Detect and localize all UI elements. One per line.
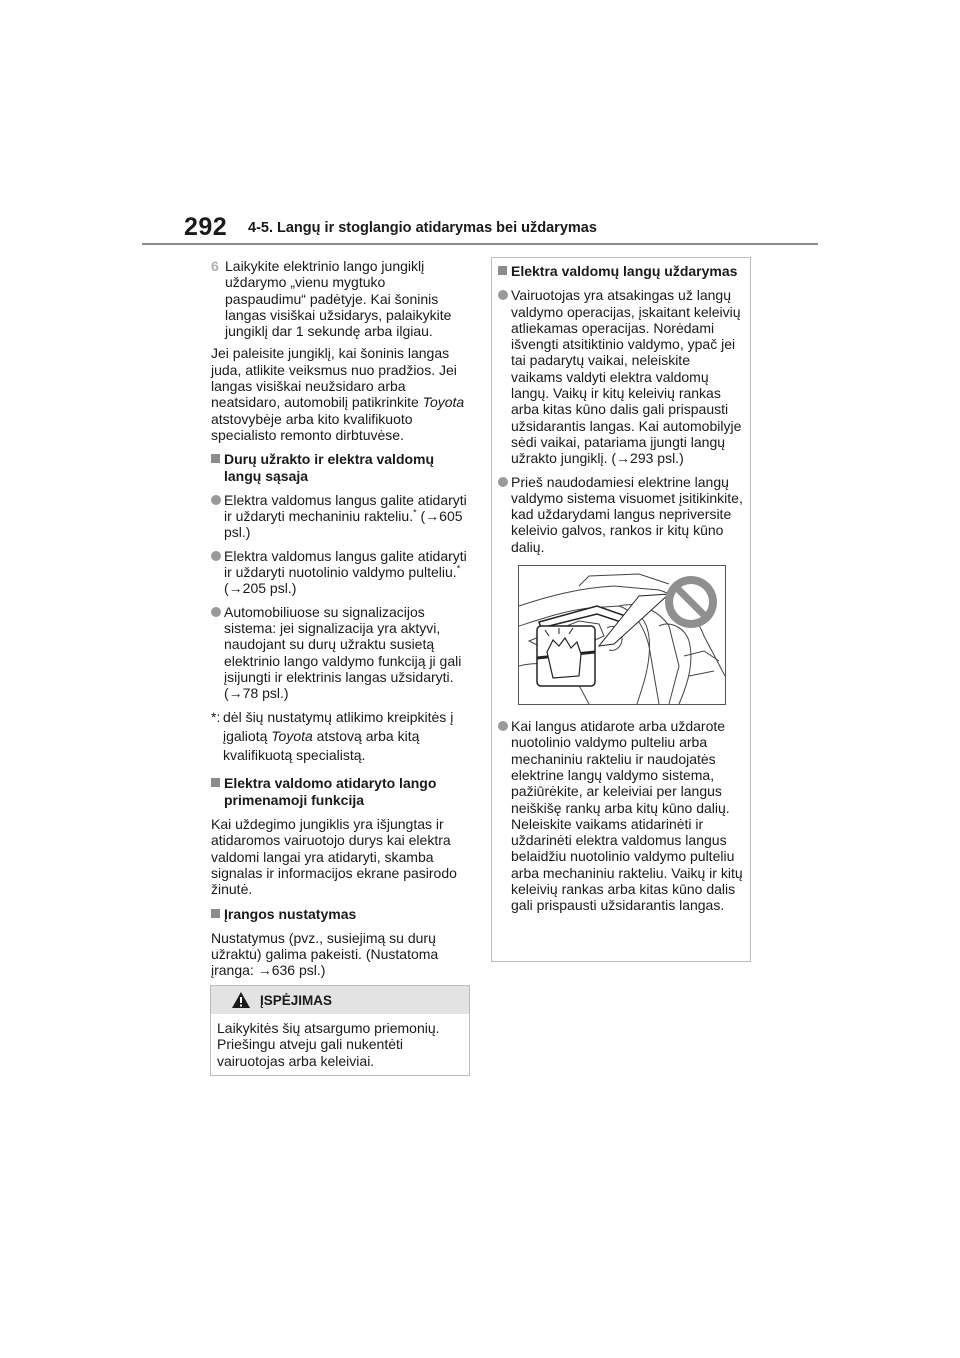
circle-bullet-icon	[498, 477, 508, 487]
page-number: 292	[184, 213, 228, 241]
car-interior-illustration	[519, 566, 725, 704]
step-text: Laikykite elektrinio lango jungiklį uždarymo „vienu mygtuko paspaudimu“ padėtyje. Kai šoninis langas visiškai užsidarys, palaikykite jungiklį dar 1 sekundę arba ilgiau.	[225, 258, 452, 340]
page-reference: (→205 psl.)	[224, 580, 297, 597]
circle-bullet-icon	[211, 607, 221, 617]
paragraph-settings: Nustatymus (pvz., susiejimą su durų užraktu) galima pakeisti. (Nustatoma įranga: →636 psl.)	[211, 929, 439, 979]
heading-reminder	[211, 775, 469, 808]
heading-text: Durų užrakto ir elektra valdomų langų sąsaja	[224, 451, 435, 484]
brand-name: Toyota	[422, 394, 465, 411]
paragraph-reminder: Kai uždegimo jungiklis yra išjungtas ir atidaromos vairuotojo durys kai elektra valdomi langai yra atidaryti, skamba signalas ir informacijos ekrane pasirodo žinutė.	[211, 816, 457, 898]
bullet-alarm-system	[211, 604, 469, 702]
page-header	[0, 0, 960, 250]
warning-box	[210, 985, 470, 1076]
paragraph-restart	[211, 345, 469, 443]
section-title: 4-5. Langų ir stoglangio atidarymas bei uždarymas	[248, 220, 597, 236]
bullet-text: Vairuotojas yra atsakingas už langų valdymo operacijas, įskaitant keleivių atliekamas operacijas. Norėdami išvengti atsitiktinio valdymo, ypač jei tai padarytų vaikai, neleiskite vaikams valdyti elektra valdomų langų. Vaikų ir kitų keleivių rankas arba kitas kūno dalis gali prispausti užsidarantis langas. Kai automobilyje sėdi vaikai, patariama įjungti langų užrakto jungiklį. (→293 psl.)	[511, 287, 742, 467]
bullet-text: Elektra valdomus langus galite atidaryti ir uždaryti mechaniniu rakteliu.	[224, 491, 467, 525]
paragraph-text: Jei paleisite jungiklį, kai šoninis langas juda, atlikite veiksmus nuo pradžios. Jei langas visiškai neužsidaro arba neatsidaro, automobilį patikrinkite	[211, 345, 457, 411]
paragraph-text-end: atstovybėje arba kito kvalifikuoto specialisto remonto dirbtuvėse.	[211, 410, 413, 443]
brand-name: Toyota	[271, 728, 313, 745]
step-number: 6	[211, 258, 219, 274]
heading-text: Elektra valdomų langų uždarymas	[511, 263, 738, 279]
square-bullet-icon	[211, 909, 220, 918]
bullet-check-before-use	[498, 474, 744, 555]
footnote-star: *	[413, 507, 417, 518]
caution-box-window-closing	[491, 257, 751, 962]
header-rule	[142, 243, 818, 245]
bullet-remote-operation	[498, 718, 744, 914]
bullet-text: Prieš naudodamiesi elektrine langų valdymo sistema visuomet įsitikinkite, kad uždarydami langus nepriversite keleivio galvos, rankos ir kitų kūno dalių.	[511, 473, 743, 555]
circle-bullet-icon	[211, 495, 221, 505]
left-column	[211, 258, 469, 987]
circle-bullet-icon	[498, 290, 508, 300]
page-reference: (→605 psl.)	[224, 508, 463, 541]
circle-bullet-icon	[498, 721, 508, 731]
square-bullet-icon	[211, 454, 220, 463]
step-6	[211, 258, 469, 339]
bullet-driver-responsibility	[498, 287, 744, 466]
circle-bullet-icon	[211, 551, 221, 561]
heading-window-closing	[498, 263, 744, 279]
bullet-text: Elektra valdomus langus galite atidaryti ir uždaryti nuotolinio valdymo pulteliu.	[224, 547, 467, 581]
bullet-mechanical-key	[211, 492, 469, 541]
warning-header	[211, 986, 469, 1014]
footnote-text-end: atstovą arba kitą kvalifikuotą specialistą.	[223, 728, 420, 764]
bullet-text: Kai langus atidarote arba uždarote nuotolinio valdymo pulteliu arba mechaniniu rakteliu ir naudojatės elektrine langų valdymo sistema, pažiūrėkite, ar keleiviai per langus neiškišę rankų arba kitų kūno dalių. Neleiskite vaikams atidarinėti ir uždarinėti elektra valdomus langus belaidžiu nuotolinio valdymo pulteliu arba mechaniniu rakteliu. Vaikų ir kitų keleivių rankas arba kitas kūno dalis gali prispausti užsidarantis langas.	[511, 718, 743, 914]
footnote-text: dėl šių nustatymų atlikimo kreipkitės į įgaliotą	[223, 709, 454, 745]
warning-text: Laikykitės šių atsargumo priemonių. Priešingu atveju gali nukentėti vairuotojas arba keleiviai.	[217, 1020, 440, 1069]
illustration-hand-caught-in-window	[518, 565, 726, 705]
square-bullet-icon	[498, 266, 507, 275]
heading-text: Įrangos nustatymas	[224, 905, 357, 922]
footnote-star: *	[456, 563, 461, 574]
heading-settings	[211, 906, 469, 922]
heading-text: Elektra valdomo atidaryto lango primenamoji funkcija	[224, 775, 437, 808]
heading-door-lock-link	[211, 451, 469, 484]
bullet-remote-control	[211, 548, 469, 597]
square-bullet-icon	[211, 778, 220, 787]
bullet-text: Automobiliuose su signalizacijos sistema: jei signalizacija yra aktyvi, naudojant su durų užraktu susietą elektrinio lango valdymo funkciją ji gali įsijungti ir elektrinis langas užsidaryti. (→78 psl.)	[224, 603, 462, 702]
warning-title: ĮSPĖJIMAS	[260, 992, 333, 1008]
footnote	[211, 708, 469, 765]
warning-triangle-icon	[231, 991, 251, 1009]
footnote-mark: *:	[211, 709, 221, 726]
